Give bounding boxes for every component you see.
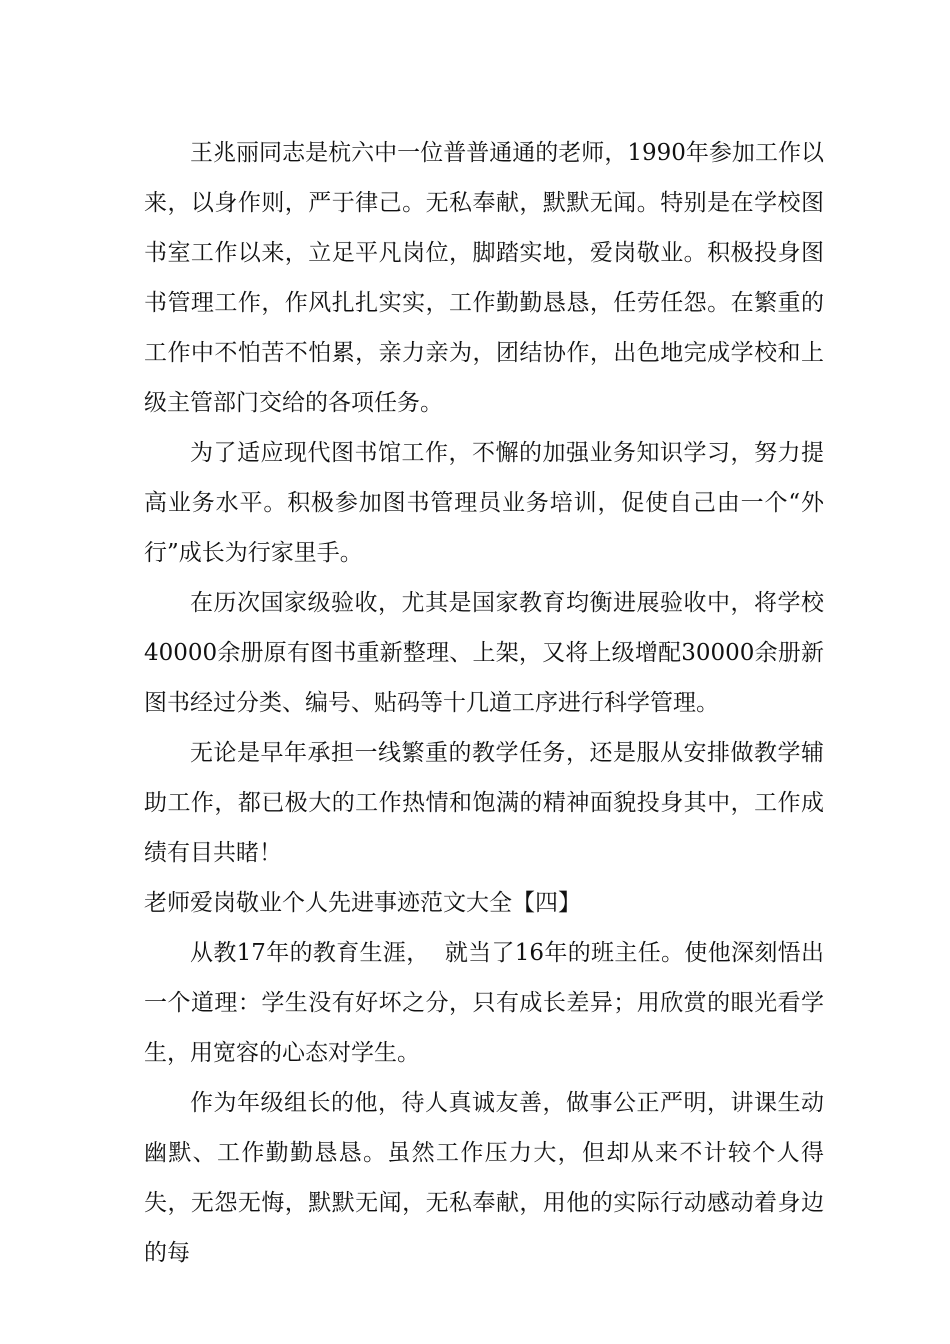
paragraph-4: 无论是早年承担一线繁重的教学任务，还是服从安排做教学辅助工作，都已极大的工作热情和饱满的精神面貌投身其中，工作成绩有目共睹！ — [144, 740, 824, 866]
paragraph-6: 作为年级组长的他，待人真诚友善，做事公正严明，讲课生动幽默、工作勤勤恳恳。虽然工作压力大，但却从来不计较个人得失，无怨无悔，默默无闻，无私奉献，用他的实际行动感动着身边的每 — [144, 1090, 824, 1266]
paragraph-3: 在历次国家级验收，尤其是国家教育均衡进展验收中，将学校40000余册原有图书重新整理、上架，又将上级增配30000余册新图书经过分类、编号、贴码等十几道工序进行科学管理。 — [144, 590, 824, 716]
section-heading: 老师爱岗敬业个人先进事迹范文大全【四】 — [144, 890, 581, 916]
paragraph-1: 王兆丽同志是杭六中一位普普通通的老师，1990年参加工作以来，以身作则，严于律己。无私奉献，默默无闻。特别是在学校图书室工作以来，立足平凡岗位，脚踏实地，爱岗敬业。积极投身图书管理工作，作风扎扎实实，工作勤勤恳恳，任劳任怨。在繁重的工作中不怕苦不怕累，亲力亲为，团结协作，出色地完成学校和上级主管部门交给的各项任务。 — [144, 140, 824, 416]
paragraph-2: 为了适应现代图书馆工作，不懈的加强业务知识学习，努力提高业务水平。积极参加图书管理员业务培训，促使自己由一个“外行”成长为行家里手。 — [144, 440, 824, 566]
document-body — [144, 128, 824, 1278]
paragraph-5: 从教17年的教育生涯， 就当了16年的班主任。使他深刻悟出一个道理：学生没有好坏之分，只有成长差异；用欣赏的眼光看学生，用宽容的心态对学生。 — [144, 940, 824, 1066]
